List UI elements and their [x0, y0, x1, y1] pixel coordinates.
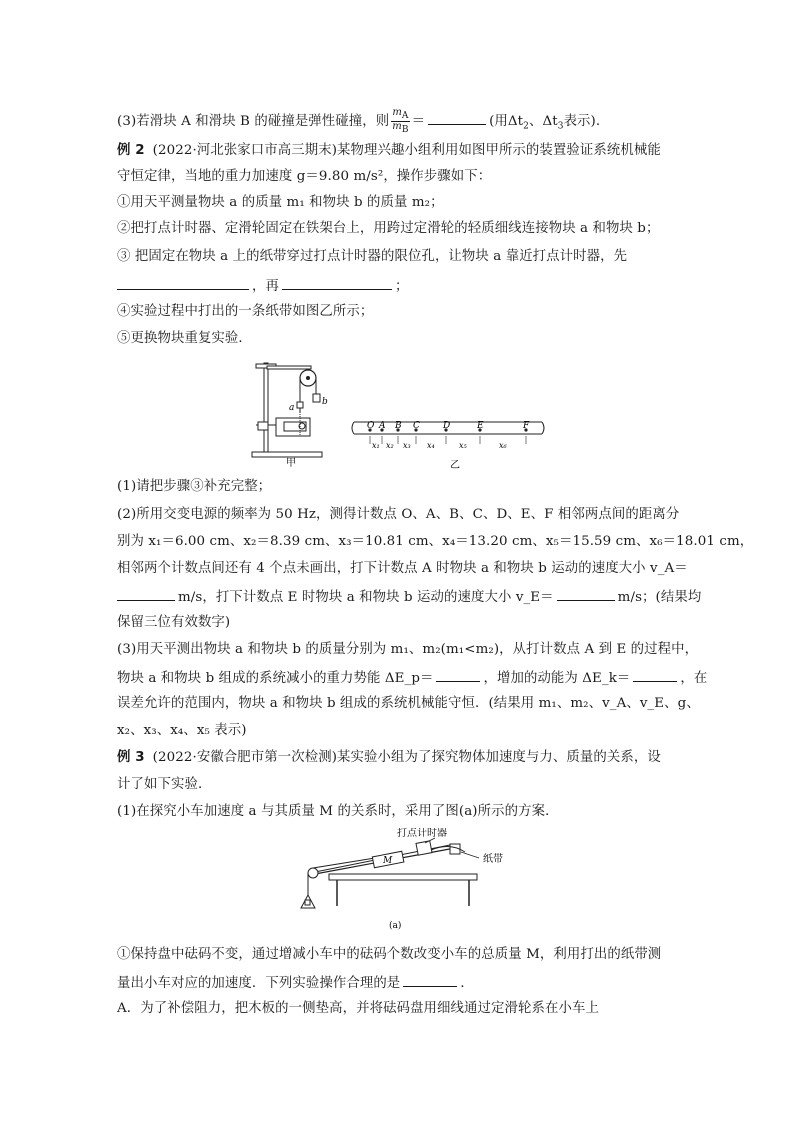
segment-label: x₅ — [459, 441, 467, 450]
step-3-blanks: ，再 ； — [117, 276, 683, 296]
answer-blank[interactable] — [557, 587, 615, 601]
segment-label: x₃ — [403, 441, 411, 450]
mass-ratio-fraction: $\frac{m_A}{m_B}$ — [392, 107, 409, 135]
tape-point-label: F — [523, 421, 530, 431]
tape-point-label: D — [443, 421, 451, 431]
tape-label: 纸带 — [483, 854, 503, 865]
answer-blank[interactable] — [117, 276, 249, 290]
question-3-line: (3)若滑块 A 和滑块 B 的碰撞是弹性碰撞，则 $\frac{m_A}{m_B}$ ＝ (用$\Delta t_2$、$\Delta t_3$表示). — [117, 107, 601, 135]
text-line: x₂、x₃、x₄、x₅ 表示) — [117, 723, 247, 738]
label-b: b — [322, 397, 328, 407]
answer-blank[interactable] — [633, 668, 677, 682]
tape-point-label: E — [477, 421, 484, 431]
text-line: 守恒定律，当地的重力加速度 g＝9.80 m/s²，操作步骤如下： — [117, 169, 492, 184]
example-2-heading: 例 2 (2022·河北张家口市高三期末)某物理兴趣小组利用如图甲所示的装置验证系统机械能 — [117, 143, 661, 158]
step-2: ②把打点计时器、定滑轮固定在铁架台上，用跨过定滑轮的轻质细线连接物块 a 和物块 b； — [117, 221, 660, 236]
text-line: 相邻两个计数点间还有 4 个点未画出，打下计数点 A 时物块 a 和物块 b 运动的速度大小 v_A＝ — [117, 561, 688, 576]
question-1: (1)请把步骤③补充完整； — [117, 479, 272, 494]
answer-blank[interactable] — [117, 587, 175, 601]
segment-label: x₆ — [499, 441, 507, 450]
step-5: ⑤更换物块重复实验． — [117, 331, 252, 346]
example-label: 例 2 — [117, 143, 145, 158]
step-1: ①保持盘中砝码不变，通过增减小车中的砝码个数改变小车的总质量 M，利用打出的纸带测 — [117, 947, 662, 962]
tape-point-label: A — [379, 421, 386, 431]
question-1: (1)在探究小车加速度 a 与其质量 M 的关系时，采用了图(a)所示的方案． — [117, 804, 559, 819]
text-line: 保留三位有效数字) — [117, 615, 231, 630]
figure-caption: 甲 — [286, 458, 296, 469]
tape-point-label: C — [413, 421, 420, 431]
text-line: 物块 a 和物块 b 组成的系统减小的重力势能 ΔE_p＝ ，增加的动能为 ΔE_k＝ ，在 — [117, 668, 683, 688]
example-3-heading: 例 3 (2022·安徽合肥市第一次检测)某实验小组为了探究物体加速度与力、质量的关系，设 — [117, 750, 661, 765]
text-line: m/s，打下计数点 E 时物块 a 和物块 b 运动的速度大小 v_E＝ m/s；(结果均 — [117, 587, 683, 607]
tape-point-label: B — [395, 421, 402, 431]
segment-label: x₂ — [386, 441, 394, 450]
timer-label: 打点计时器 — [397, 828, 447, 839]
question-3: (3)用天平测出物块 a 和物块 b 的质量分别为 m₁、m₂(m₁<m₂)，从打计数点 A 到 E 的过程中， — [117, 642, 699, 657]
question-2: (2)所用交变电源的频率为 50 Hz，测得计数点 O、A、B、C、D、E、F 相邻两点间的距离分 — [117, 507, 680, 522]
tape-point-label: O — [367, 421, 375, 431]
figure-caption: 乙 — [450, 460, 460, 471]
text-line: 别为 x₁＝6.00 cm、x₂＝8.39 cm、x₃＝10.81 cm、x₄＝13.20 cm、x₅＝15.59 cm、x₆＝18.01 cm， — [117, 534, 754, 549]
cart-apparatus-figure-a — [285, 828, 515, 932]
example-label: 例 3 — [117, 750, 145, 765]
option-a: A．为了补偿阻力，把木板的一侧垫高，并将砝码盘用细线通过定滑轮系在小车上 — [117, 1001, 599, 1016]
answer-blank[interactable] — [403, 973, 457, 987]
apparatus-figure-jia — [240, 358, 330, 470]
segment-label: x₄ — [427, 441, 435, 450]
label-a: a — [289, 403, 295, 413]
text-line: 量出小车对应的加速度．下列实验操作合理的是 ． — [117, 973, 683, 993]
step-3: ③ 把固定在物块 a 上的纸带穿过打点计时器的限位孔，让物块 a 靠近打点计时器，先 — [117, 249, 628, 264]
text-line: 计了如下实验． — [117, 777, 212, 792]
figure-caption: (a) — [389, 921, 402, 931]
step-4: ④实验过程中打出的一条纸带如图乙所示； — [117, 304, 374, 319]
segment-label: x₁ — [372, 441, 380, 450]
cart-label: M — [383, 856, 393, 866]
paper-tape-figure-yi — [350, 416, 550, 472]
answer-blank[interactable] — [428, 111, 486, 125]
text-line: 误差允许的范围内，物块 a 和物块 b 组成的系统机械能守恒．(结果用 m₁、m₂、v_A、v_E、g、 — [117, 696, 700, 711]
step-1: ①用天平测量物块 a 的质量 m₁ 和物块 b 的质量 m₂； — [117, 195, 444, 210]
answer-blank[interactable] — [436, 668, 480, 682]
answer-blank[interactable] — [282, 276, 392, 290]
